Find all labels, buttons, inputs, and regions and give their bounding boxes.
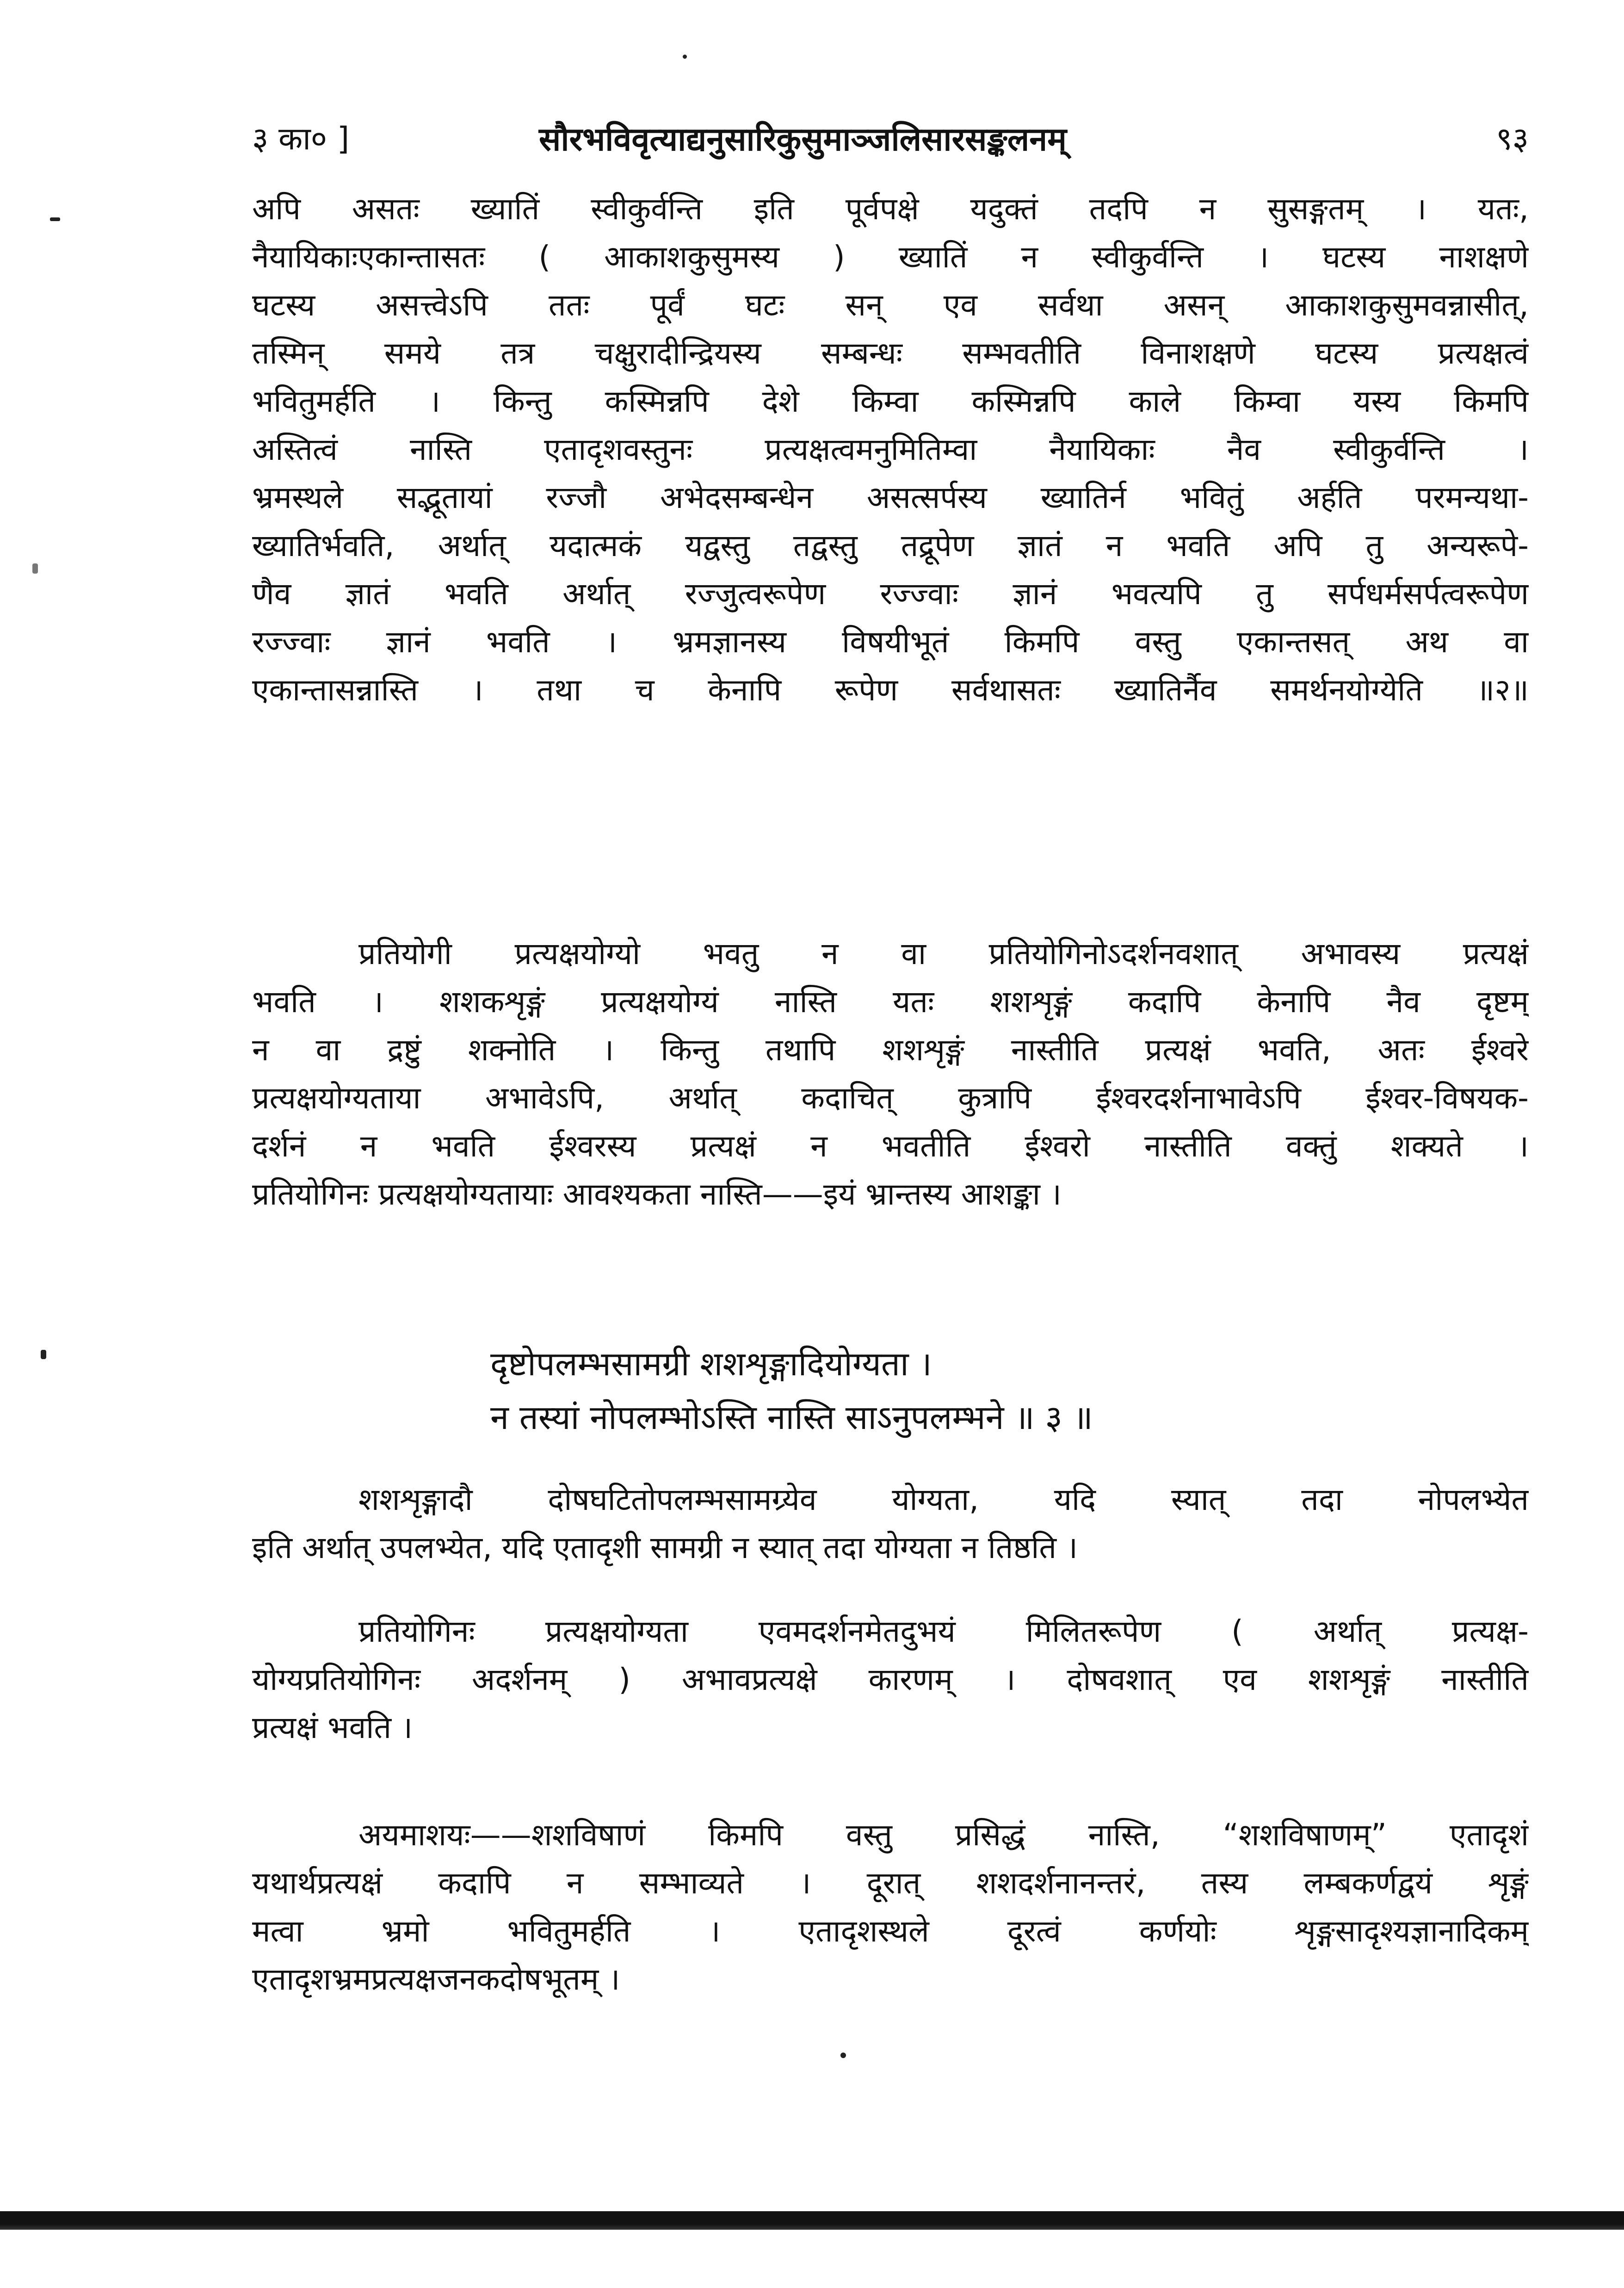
text-line: नैयायिकाःएकान्तासतः ( आकाशकुसुमस्य ) ख्यातिं न स्वीकुर्वन्ति । घटस्य नाशक्षणे bbox=[252, 239, 1529, 275]
scan-speck bbox=[41, 1350, 46, 1359]
text-line: एकान्तासन्नास्ति । तथा च केनापि रूपेण सर्वथासतः ख्यातिर्नैव समर्थनयोग्येति ॥२॥ bbox=[252, 672, 1529, 708]
text-line: प्रतियोगिनः प्रत्यक्षयोग्यता एवमदर्शनमेतदुभयं मिलितरूपेण ( अर्थात् प्रत्यक्ष- bbox=[358, 1614, 1529, 1649]
text-line: भ्रमस्थले सद्भूतायां रज्जौ अभेदसम्बन्धेन असत्सर्पस्य ख्यातिर्न भवितुं अर्हति परमन्यथा- bbox=[252, 480, 1529, 515]
paragraph-3 bbox=[252, 1476, 1529, 1572]
section-label: ३ का० ] bbox=[252, 121, 350, 157]
text-line: मत्वा भ्रमो भवितुमर्हति । एतादृशस्थले दूरत्वं कर्णयोः शृङ्गसादृश्यज्ञानादिकम् bbox=[252, 1913, 1529, 1949]
text-line: ख्यातिर्भवति, अर्थात् यदात्मकं यद्वस्तु तद्वस्तु तद्रूपेण ज्ञातं न भवति अपि तु अन्यरूपे- bbox=[252, 528, 1529, 563]
running-header bbox=[252, 116, 1529, 167]
text-line: यथार्थप्रत्यक्षं कदापि न सम्भाव्यते । दूरात् शशदर्शनानन्तरं, तस्य लम्बकर्णद्वयं शृङ्गं bbox=[252, 1865, 1529, 1901]
text-line: प्रतियोगिनः प्रत्यक्षयोग्यतायाः आवश्यकता नास्ति——इयं भ्रान्तस्य आशङ्का । bbox=[252, 1176, 1062, 1212]
paragraph-4 bbox=[252, 1608, 1529, 1752]
text-line: णैव ज्ञातं भवति अर्थात् रज्जुत्वरूपेण रज्ज्वाः ज्ञानं भवत्यपि तु सर्पधर्मसर्पत्वरूपेण bbox=[252, 576, 1529, 612]
paragraph-1 bbox=[252, 185, 1529, 714]
text-line: योग्यप्रतियोगिनः अदर्शनम् ) अभावप्रत्यक्षे कारणम् । दोषवशात् एव शशशृङ्गं नास्तीति bbox=[252, 1662, 1529, 1697]
scan-speck bbox=[683, 55, 687, 59]
text-line: शशशृङ्गादौ दोषघटितोपलम्भसामग्र्येव योग्यता, यदि स्यात् तदा नोपलभ्येत bbox=[358, 1482, 1529, 1517]
scan-bottom-edge bbox=[0, 2211, 1624, 2230]
text-line: रज्ज्वाः ज्ञानं भवति । भ्रमज्ञानस्य विषयीभूतं किमपि वस्तु एकान्तसत् अथ वा bbox=[252, 624, 1529, 660]
text-line: प्रतियोगी प्रत्यक्षयोग्यो भवतु न वा प्रतियोगिनोऽदर्शनवशात् अभावस्य प्रत्यक्षं bbox=[358, 936, 1529, 971]
paragraph-5 bbox=[252, 1811, 1529, 2004]
text-line: अयमाशयः——शशविषाणं किमपि वस्तु प्रसिद्धं नास्ति, “शशविषाणम्” एतादृशं bbox=[358, 1817, 1529, 1853]
page-title: सौरभविवृत्याद्यनुसारिकुसुमाञ्जलिसारसङ्कलनम् bbox=[539, 120, 1067, 158]
text-line: प्रत्यक्षं भवति । bbox=[252, 1710, 413, 1745]
text-line: इति अर्थात् उपलभ्येत, यदि एतादृशी सामग्री न स्यात् तदा योग्यता न तिष्ठति । bbox=[252, 1530, 1078, 1565]
scan-speck bbox=[840, 2053, 846, 2058]
verse-line: दृष्टोपलम्भसामग्री शशशृङ्गादियोग्यता । bbox=[490, 1344, 932, 1383]
text-line: अस्तित्वं नास्ति एतादृशवस्तुनः प्रत्यक्षत्वमनुमितिम्वा नैयायिकाः नैव स्वीकुर्वन्ति । bbox=[252, 432, 1529, 467]
text-line: भवति । शशकशृङ्गं प्रत्यक्षयोग्यं नास्ति यतः शशशृङ्गं कदापि केनापि नैव दृष्टम् bbox=[252, 984, 1529, 1020]
page-number: ९३ bbox=[1496, 121, 1529, 157]
scan-speck bbox=[32, 563, 38, 574]
scan-speck bbox=[50, 217, 60, 221]
text-line: एतादृशभ्रमप्रत्यक्षजनकदोषभूतम् । bbox=[252, 1961, 620, 1997]
verse-line: न तस्यां नोपलम्भोऽस्ति नास्ति साऽनुपलम्भने ॥ ३ ॥ bbox=[490, 1398, 1093, 1437]
text-line: अपि असतः ख्यातिं स्वीकुर्वन्ति इति पूर्वपक्षे यदुक्तं तदपि न सुसङ्गतम् । यतः, bbox=[252, 191, 1529, 227]
karika-verse bbox=[490, 1337, 1508, 1444]
paragraph-2 bbox=[252, 930, 1529, 1218]
text-line: घटस्य असत्त्वेऽपि ततः पूर्वं घटः सन् एव सर्वथा असन् आकाशकुसुमवन्नासीत्, bbox=[252, 287, 1529, 323]
text-line: न वा द्रष्टुं शक्नोति । किन्तु तथापि शशशृङ्गं नास्तीति प्रत्यक्षं भवति, अतः ईश्वरे bbox=[252, 1032, 1529, 1068]
text-line: तस्मिन् समये तत्र चक्षुरादीन्द्रियस्य सम्बन्धः सम्भवतीति विनाशक्षणे घटस्य प्रत्यक्षत्वं bbox=[252, 335, 1529, 371]
text-line: प्रत्यक्षयोग्यताया अभावेऽपि, अर्थात् कदाचित् कुत्रापि ईश्वरदर्शनाभावेऽपि ईश्वर-विषयक- bbox=[252, 1080, 1529, 1116]
text-line: भवितुमर्हति । किन्तु कस्मिन्नपि देशे किम्वा कस्मिन्नपि काले किम्वा यस्य किमपि bbox=[252, 383, 1529, 419]
text-line: दर्शनं न भवति ईश्वरस्य प्रत्यक्षं न भवतीति ईश्वरो नास्तीति वक्तुं शक्यते । bbox=[252, 1128, 1529, 1164]
